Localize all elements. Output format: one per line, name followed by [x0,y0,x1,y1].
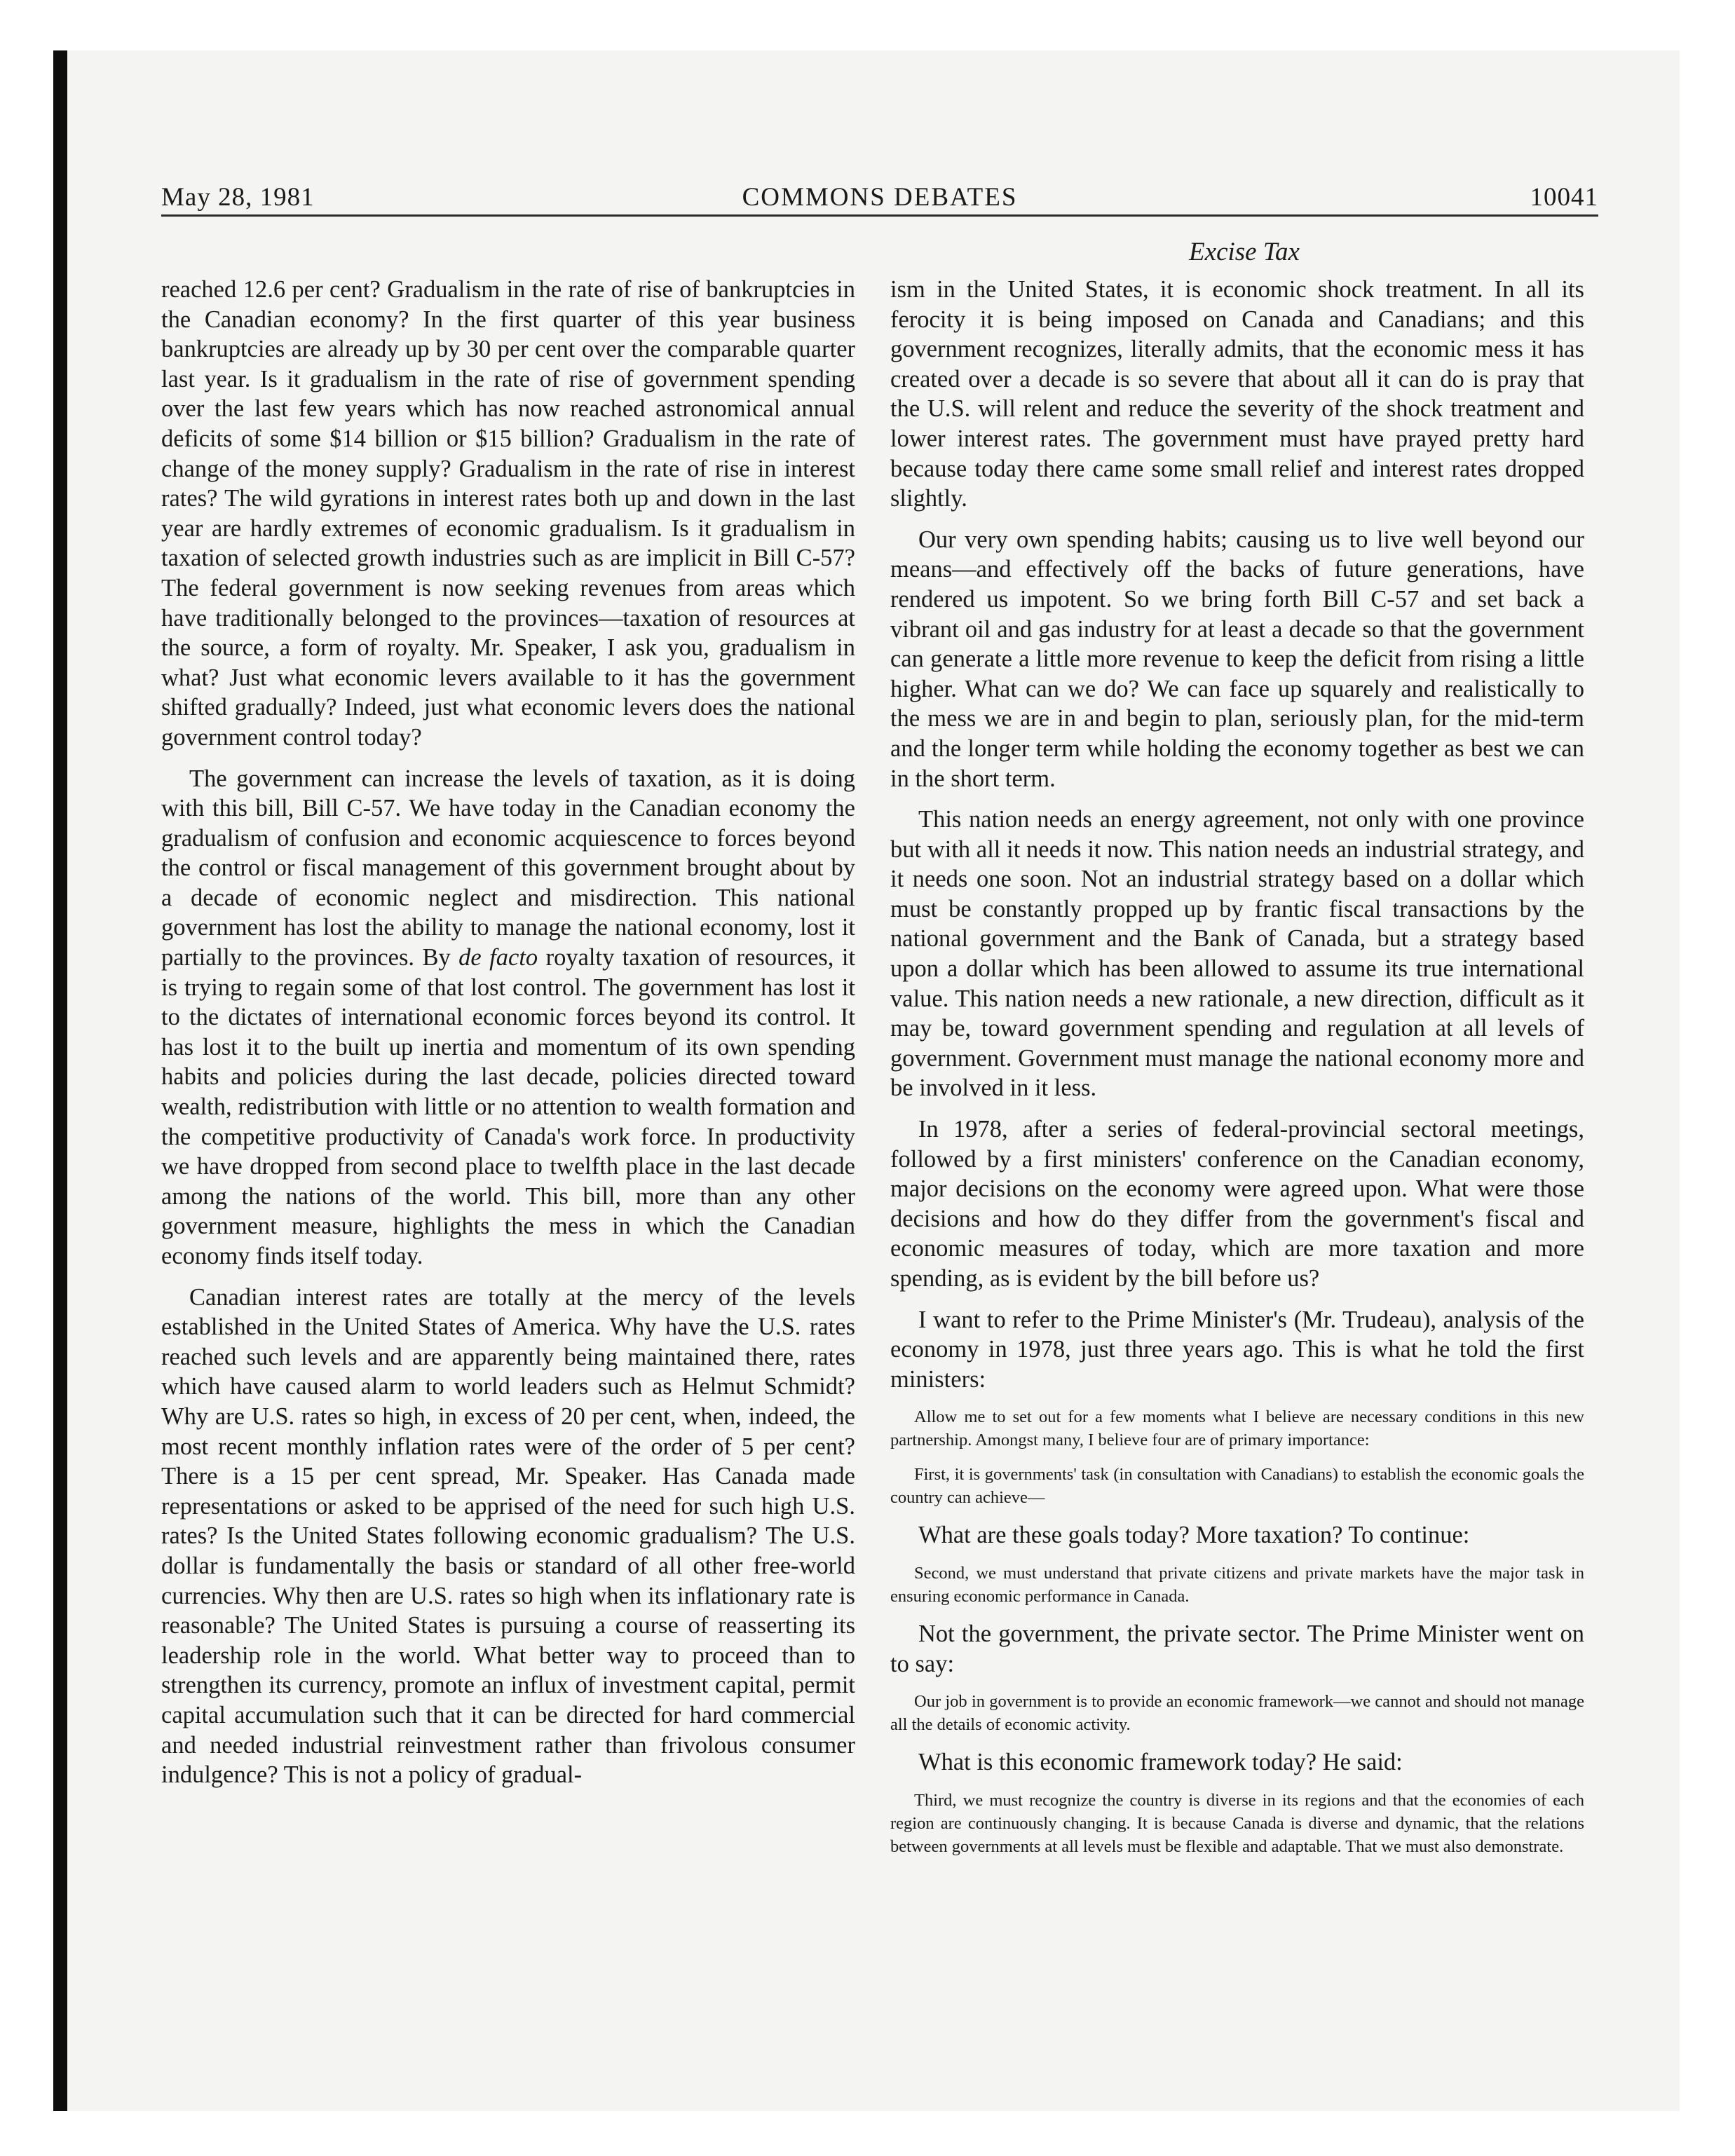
header-date: May 28, 1981 [161,183,315,212]
right-column [890,275,1584,1992]
block-quote: Third, we must recognize the country is diverse in its regions and that the economies of each region are continuously changing. It is because Canada is diverse and dynamic, that the relations between governments at all levels must be flexible and adaptable. That we must also demonstrate. [890,1790,1584,1856]
header-rule [161,214,1598,217]
running-title: Excise Tax [1189,238,1300,266]
header-journal-title: COMMONS DEBATES [742,183,1018,212]
block-quote: First, it is governments' task (in consultation with Canadians) to establish the economic goals the country can achieve— [890,1465,1584,1508]
block-quote: Our job in government is to provide an economic framework—we cannot and should not manage all the details of economic activity. [890,1692,1584,1735]
paragraph-text: royalty taxation of resources, it is trying to regain some of that lost control. The government has lost it to the dictates of international economic forces beyond its control. It has lost it to the built up inertia and momentum of its own spending habits and policies during the last decade, policies directed toward wealth, redistribution with little or no attention to wealth formation and the competitive productivity of Canada's work force. In productivity we have dropped from second place to twelfth place in the last decade among the nations of the world. This bill, more than any other government measure, highlights the mess in which the Canadian economy finds itself today. [161,944,855,1269]
header-page-number: 10041 [1530,183,1598,212]
paragraph: Canadian interest rates are totally at the mercy of the levels established in the United States of America. Why have the U.S. rates reached such levels and are apparently being maintained there, rates which have caused alarm to world leaders such as Helmut Schmidt? Why are U.S. rates so high, in excess of 20 per cent, when, indeed, the most recent monthly inflation rates were of the order of 5 per cent? There is a 15 per cent spread, Mr. Speaker. Has Canada made representations or asked to be apprised of the need for such high U.S. rates? Is the United States following economic gradualism? The U.S. dollar is fundamentally the basis or standard of all other free-world currencies. Why then are U.S. rates so high when its inflationary rate is reasonable? The United States is pursuing a course of reasserting its leadership role in the world. What better way to proceed than to strengthen its currency, promote an influx of investment capital, permit capital accumulation such that it can be directed for hard commercial and needed industrial reinvestment rather than frivolous consumer indulgence? This is not a policy of gradual- [161,1283,855,1789]
binding-edge [53,50,67,2111]
left-column [161,275,855,1992]
paragraph: I want to refer to the Prime Minister's (Mr. Trudeau), analysis of the economy in 1978, just three years ago. This is what he told the first ministers: [890,1306,1584,1393]
paragraph: Our very own spending habits; causing us to live well beyond our means—and effectively off the backs of future generations, have rendered us impotent. So we bring forth Bill C-57 and set back a vibrant oil and gas industry for at least a decade so that the government can generate a little more revenue to keep the deficit from rising a little higher. What can we do? We can face up squarely and realistically to the mess we are in and begin to plan, seriously plan, for the mid-term and the longer term while holding the economy together as best we can in the short term. [890,526,1584,792]
block-quote: Second, we must understand that private citizens and private markets have the major task in ensuring economic performance in Canada. [890,1563,1584,1606]
paragraph: Not the government, the private sector. The Prime Minister went on to say: [890,1620,1584,1677]
paragraph [161,764,855,1271]
block-quote: Allow me to set out for a few moments what I believe are necessary conditions in this new partnership. Amongst many, I believe four are of primary importance: [890,1407,1584,1450]
paragraph: What is this economic framework today? He said: [918,1749,1403,1776]
paragraph: In 1978, after a series of federal-provincial sectoral meetings, followed by a first ministers' conference on the Canadian economy, major decisions on the economy were agreed upon. What were those decisions and how do they differ from the government's fiscal and economic measures of today, which are more taxation and more spending, as is evident by the bill before us? [890,1116,1584,1292]
page-header [161,182,1598,217]
italic-term: de facto [458,944,538,971]
paragraph: reached 12.6 per cent? Gradualism in the rate of rise of bankruptcies in the Canadian economy? In the first quarter of this year business bankruptcies are already up by 30 per cent over the comparable quarter last year. Is it gradualism in the rate of rise of government spending over the last few years which has now reached astronomical annual deficits of some $14 billion or $15 billion? Gradualism in the rate of change of the money supply? Gradualism in the rate of rise in interest rates? The wild gyrations in interest rates both up and down in the last year are hardly extremes of economic gradualism. Is it gradualism in taxation of selected growth industries such as are implicit in Bill C-57? The federal government is now seeking revenues from areas which have traditionally belonged to the provinces—taxation of resources at the source, a form of royalty. Mr. Speaker, I ask you, gradualism in what? Just what economic levers available to it has the government shifted gradually? Indeed, just what economic levers does the national government control today? [161,276,855,751]
paragraph: ism in the United States, it is economic shock treatment. In all its ferocity it is being imposed on Canada and Canadians; and this government recognizes, literally admits, that the economic mess it has created over a decade is so severe that about all it can do is pray that the U.S. will relent and reduce the severity of the shock treatment and lower interest rates. The government must have prayed pretty hard because today there came some small relief and interest rates dropped slightly. [890,276,1584,512]
paragraph-text: The government can increase the levels of taxation, as it is doing with this bill, Bill C-57. We have today in the Canadian economy the gradualism of confusion and economic acquiescence to forces beyond the control or fiscal management of this government brought about by a decade of economic neglect and misdirection. This national government has lost the ability to manage the national economy, lost it partially to the provinces. By [161,765,855,971]
paragraph: What are these goals today? More taxation? To continue: [918,1522,1470,1549]
paragraph: This nation needs an energy agreement, not only with one province but with all it needs it now. This nation needs an industrial strategy, and it needs one soon. Not an industrial strategy based on a dollar which must be constantly propped up by frantic fiscal transactions by the national government and the Bank of Canada, but a strategy based upon a dollar which has been allowed to assume its true international value. This nation needs a new rationale, a new direction, difficult as it may be, toward government spending and regulation at all levels of government. Government must manage the national economy more and be involved in it less. [890,806,1584,1102]
